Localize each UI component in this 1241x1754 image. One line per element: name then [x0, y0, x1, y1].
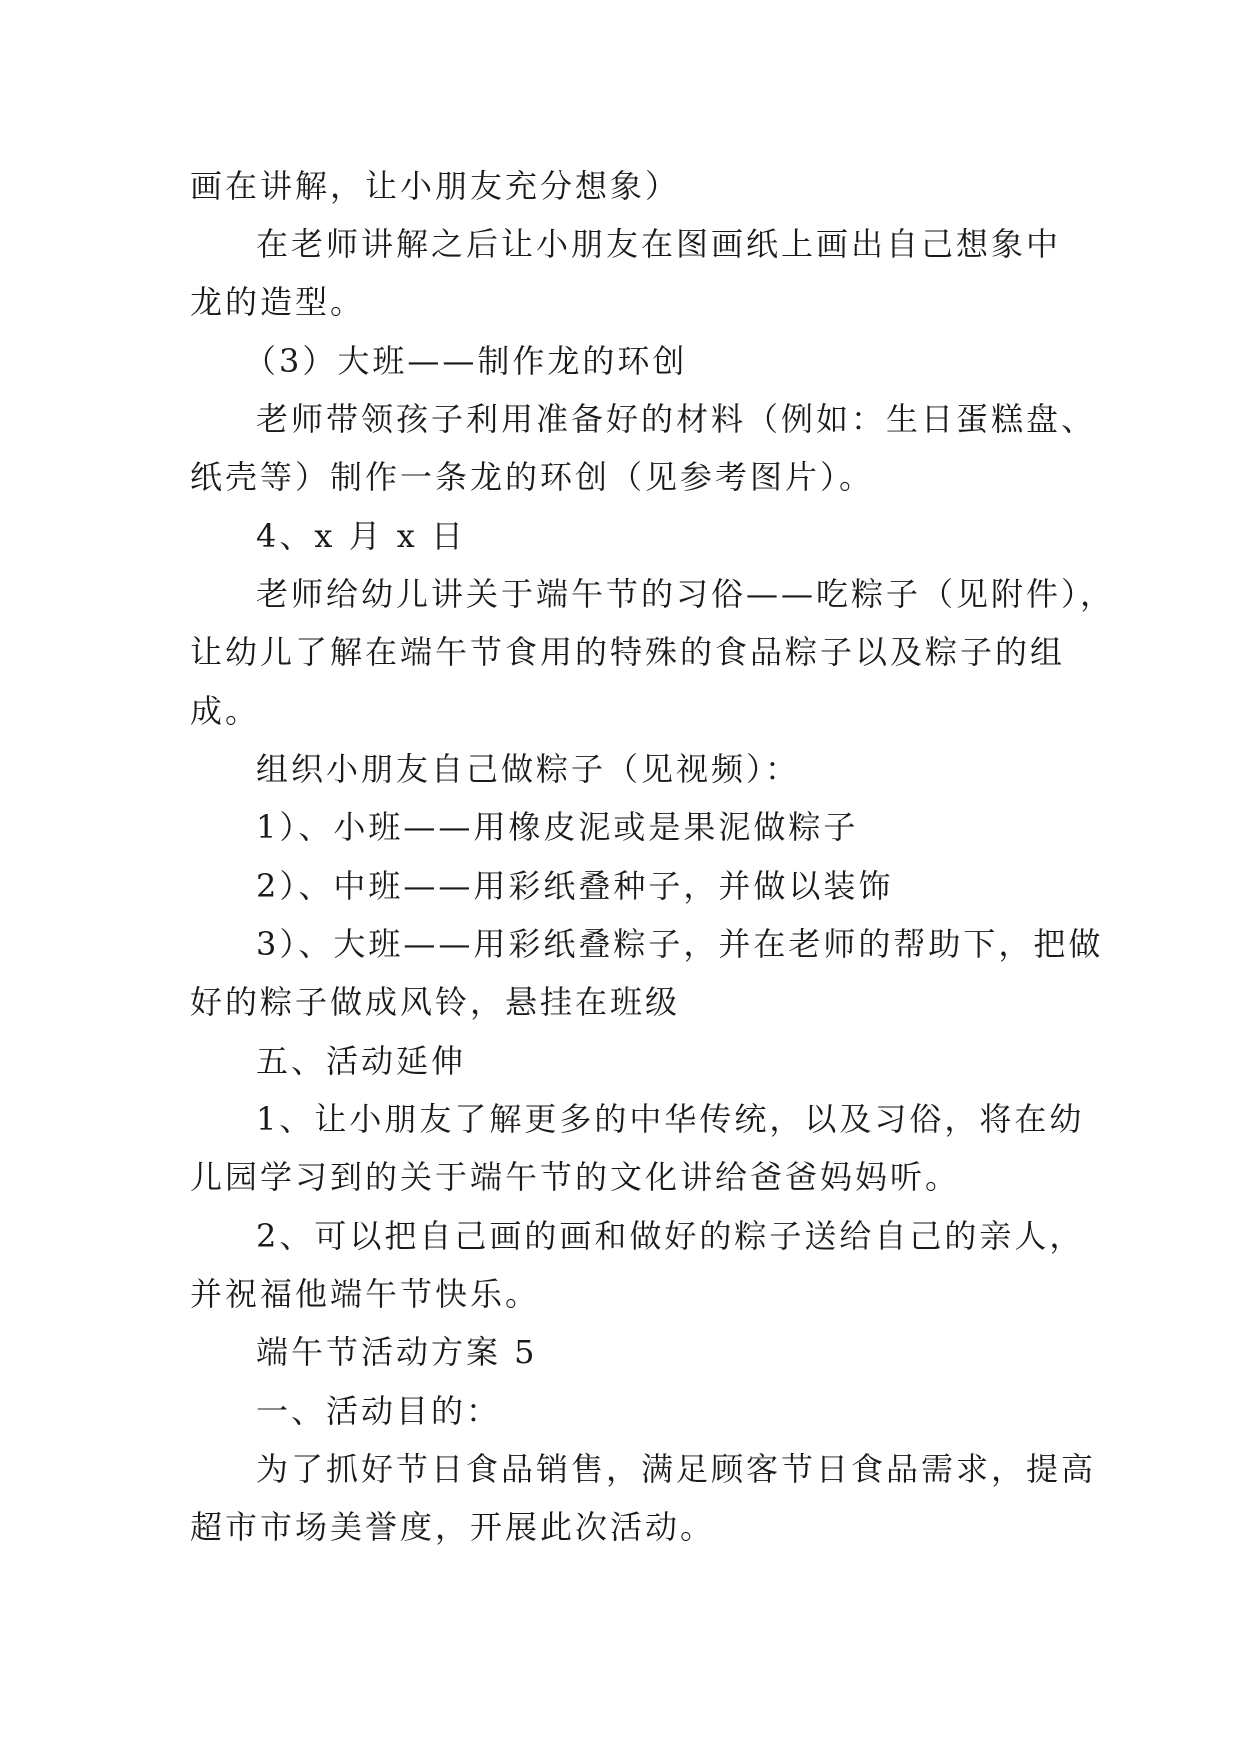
text-line: 老师带领孩子利用准备好的材料（例如：生日蛋糕盘、 — [256, 400, 1097, 438]
text-line: 纸壳等）制作一条龙的环创（见参考图片）。 — [190, 458, 875, 496]
text-line: 并祝福他端午节快乐。 — [190, 1275, 541, 1313]
date-heading: 4、x 月 x 日 — [256, 517, 466, 555]
text-line: 超市市场美誉度，开展此次活动。 — [190, 1508, 716, 1546]
list-item: 2）、中班——用彩纸叠种子，并做以装饰 — [256, 867, 894, 905]
text-line: 让幼儿了解在端午节食用的特殊的食品粽子以及粽子的组 — [190, 633, 1066, 671]
section-heading: 一、活动目的： — [256, 1392, 502, 1430]
list-item: 1）、小班——用橡皮泥或是果泥做粽子 — [256, 808, 859, 846]
text-line: 好的粽子做成风铃，悬挂在班级 — [190, 983, 681, 1021]
text-line: 为了抓好节日食品销售，满足顾客节日食品需求，提高 — [256, 1450, 1097, 1488]
text-line: 画在讲解，让小朋友充分想象） — [190, 167, 681, 205]
text-line: 老师给幼儿讲关于端午节的习俗——吃粽子（见附件）， — [256, 575, 1116, 613]
text-line: 组织小朋友自己做粽子（见视频）： — [256, 750, 801, 788]
text-line: 在老师讲解之后让小朋友在图画纸上画出自己想象中 — [256, 225, 1062, 263]
list-item: 2、可以把自己画的画和做好的粽子送给自己的亲人， — [256, 1217, 1085, 1255]
text-line: 儿园学习到的关于端午节的文化讲给爸爸妈妈听。 — [190, 1158, 961, 1196]
section-heading: 五、活动延伸 — [256, 1042, 467, 1080]
section-heading: （3）大班——制作龙的环创 — [244, 342, 688, 380]
plan-title: 端午节活动方案 5 — [256, 1333, 538, 1371]
text-line: 龙的造型。 — [190, 283, 366, 321]
list-item: 3）、大班——用彩纸叠粽子，并在老师的帮助下，把做 — [256, 925, 1104, 963]
list-item: 1、让小朋友了解更多的中华传统，以及习俗，将在幼 — [256, 1100, 1085, 1138]
text-line: 成。 — [190, 692, 261, 730]
